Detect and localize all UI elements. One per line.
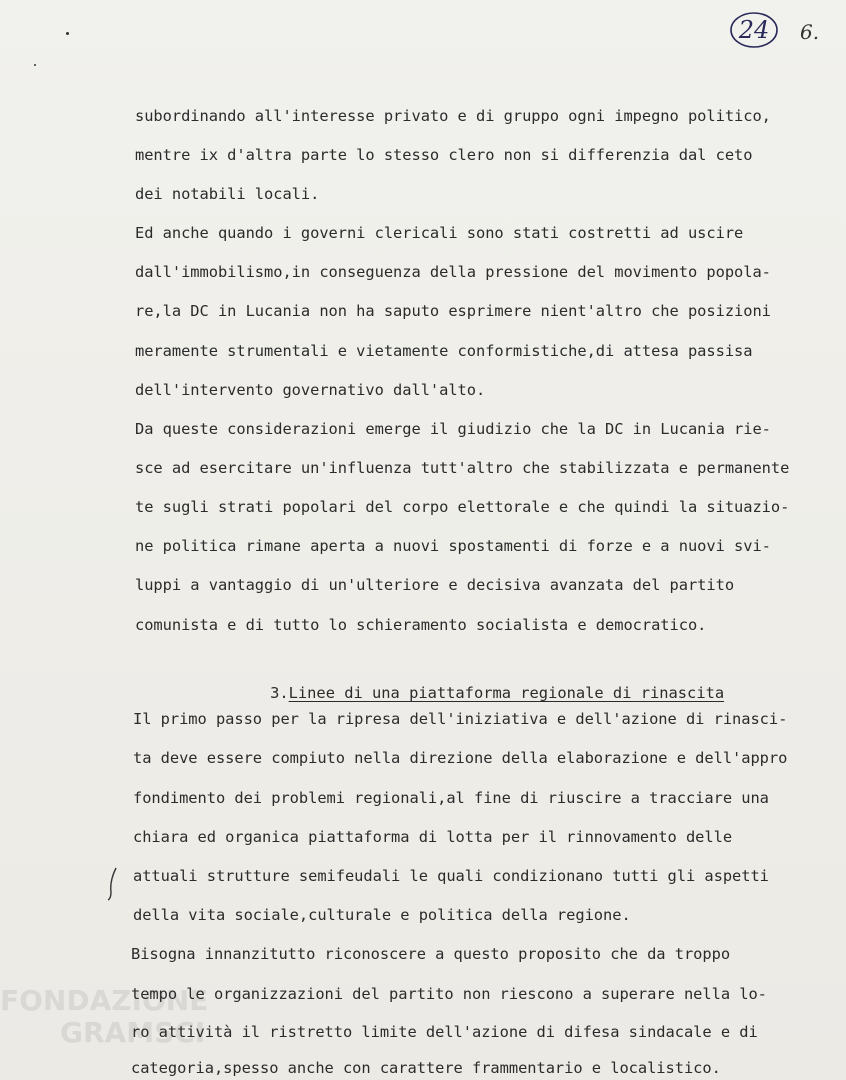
text-line: dall'immobilismo,in conseguenza della pressione del movimento popola- [135,263,771,281]
text-line: ta deve essere compiuto nella direzione della elaborazione e dell'appro [133,749,788,767]
text-line: comunista e di tutto lo schieramento socialista e democratico. [135,616,707,634]
text-line: te sugli strati popolari del corpo elettorale e che quindi la situazio- [135,498,790,516]
text-line: dei notabili locali. [135,185,320,203]
text-line: ne politica rimane aperta a nuovi spostamenti di forze e a nuovi svi- [135,537,771,555]
speck [34,64,36,66]
text-line: meramente strumentali e vietamente conformistiche,di attesa passisa [135,342,753,360]
text-line: dell'intervento governativo dall'alto. [135,381,486,399]
watermark-line-1: FONDAZIONE [0,984,209,1017]
text-line: fondimento dei problemi regionali,al fine di riuscire a tracciare una [133,789,769,807]
text-line: ro attività il ristretto limite dell'azione di difesa sindacale e di [131,1023,758,1041]
text-line: tempo le organizzazioni del partito non riescono a superare nella lo- [131,985,767,1003]
page-number-text: 24 [738,16,770,44]
text-line: Il primo passo per la ripresa dell'iniziativa e dell'azione di rinasci- [133,710,788,728]
text-line: attuali strutture semifeudali le quali condizionano tutti gli aspetti [133,867,769,885]
text-line: chiara ed organica piattaforma di lotta per il rinnovamento delle [133,828,733,846]
sheet-number: 6. [800,20,820,44]
section-title: Linee di una piattaforma regionale di rinascita [288,684,725,702]
text-line: Bisogna innanzitutto riconoscere a questo proposito che da troppo [131,945,731,963]
page-number [728,10,780,50]
speck [66,32,69,35]
text-line: sce ad esercitare un'influenza tutt'altro che stabilizzata e permanente [135,459,790,477]
text-line: subordinando all'interesse privato e di gruppo ogni impegno politico, [135,107,771,125]
text-line: Ed anche quando i governi clericali sono stati costretti ad uscire [135,224,744,242]
text-line: della vita sociale,culturale e politica della regione. [133,906,631,924]
text-line: categoria,spesso anche con carattere frammentario e localistico. [131,1059,721,1077]
text-line: re,la DC in Lucania non ha saputo esprimere nient'altro che posizioni [135,302,771,320]
text-line: luppi a vantaggio di un'ulteriore e decisiva avanzata del partito [135,576,735,594]
text-line: Da queste considerazioni emerge il giudizio che la DC in Lucania rie- [135,420,771,438]
margin-mark-icon [104,866,120,902]
watermark-line-2: GRAMSCI [60,1016,206,1049]
text-line: mentre ix d'altra parte lo stesso clero non si differenzia dal ceto [135,146,753,164]
section-number: 3. [270,684,289,702]
